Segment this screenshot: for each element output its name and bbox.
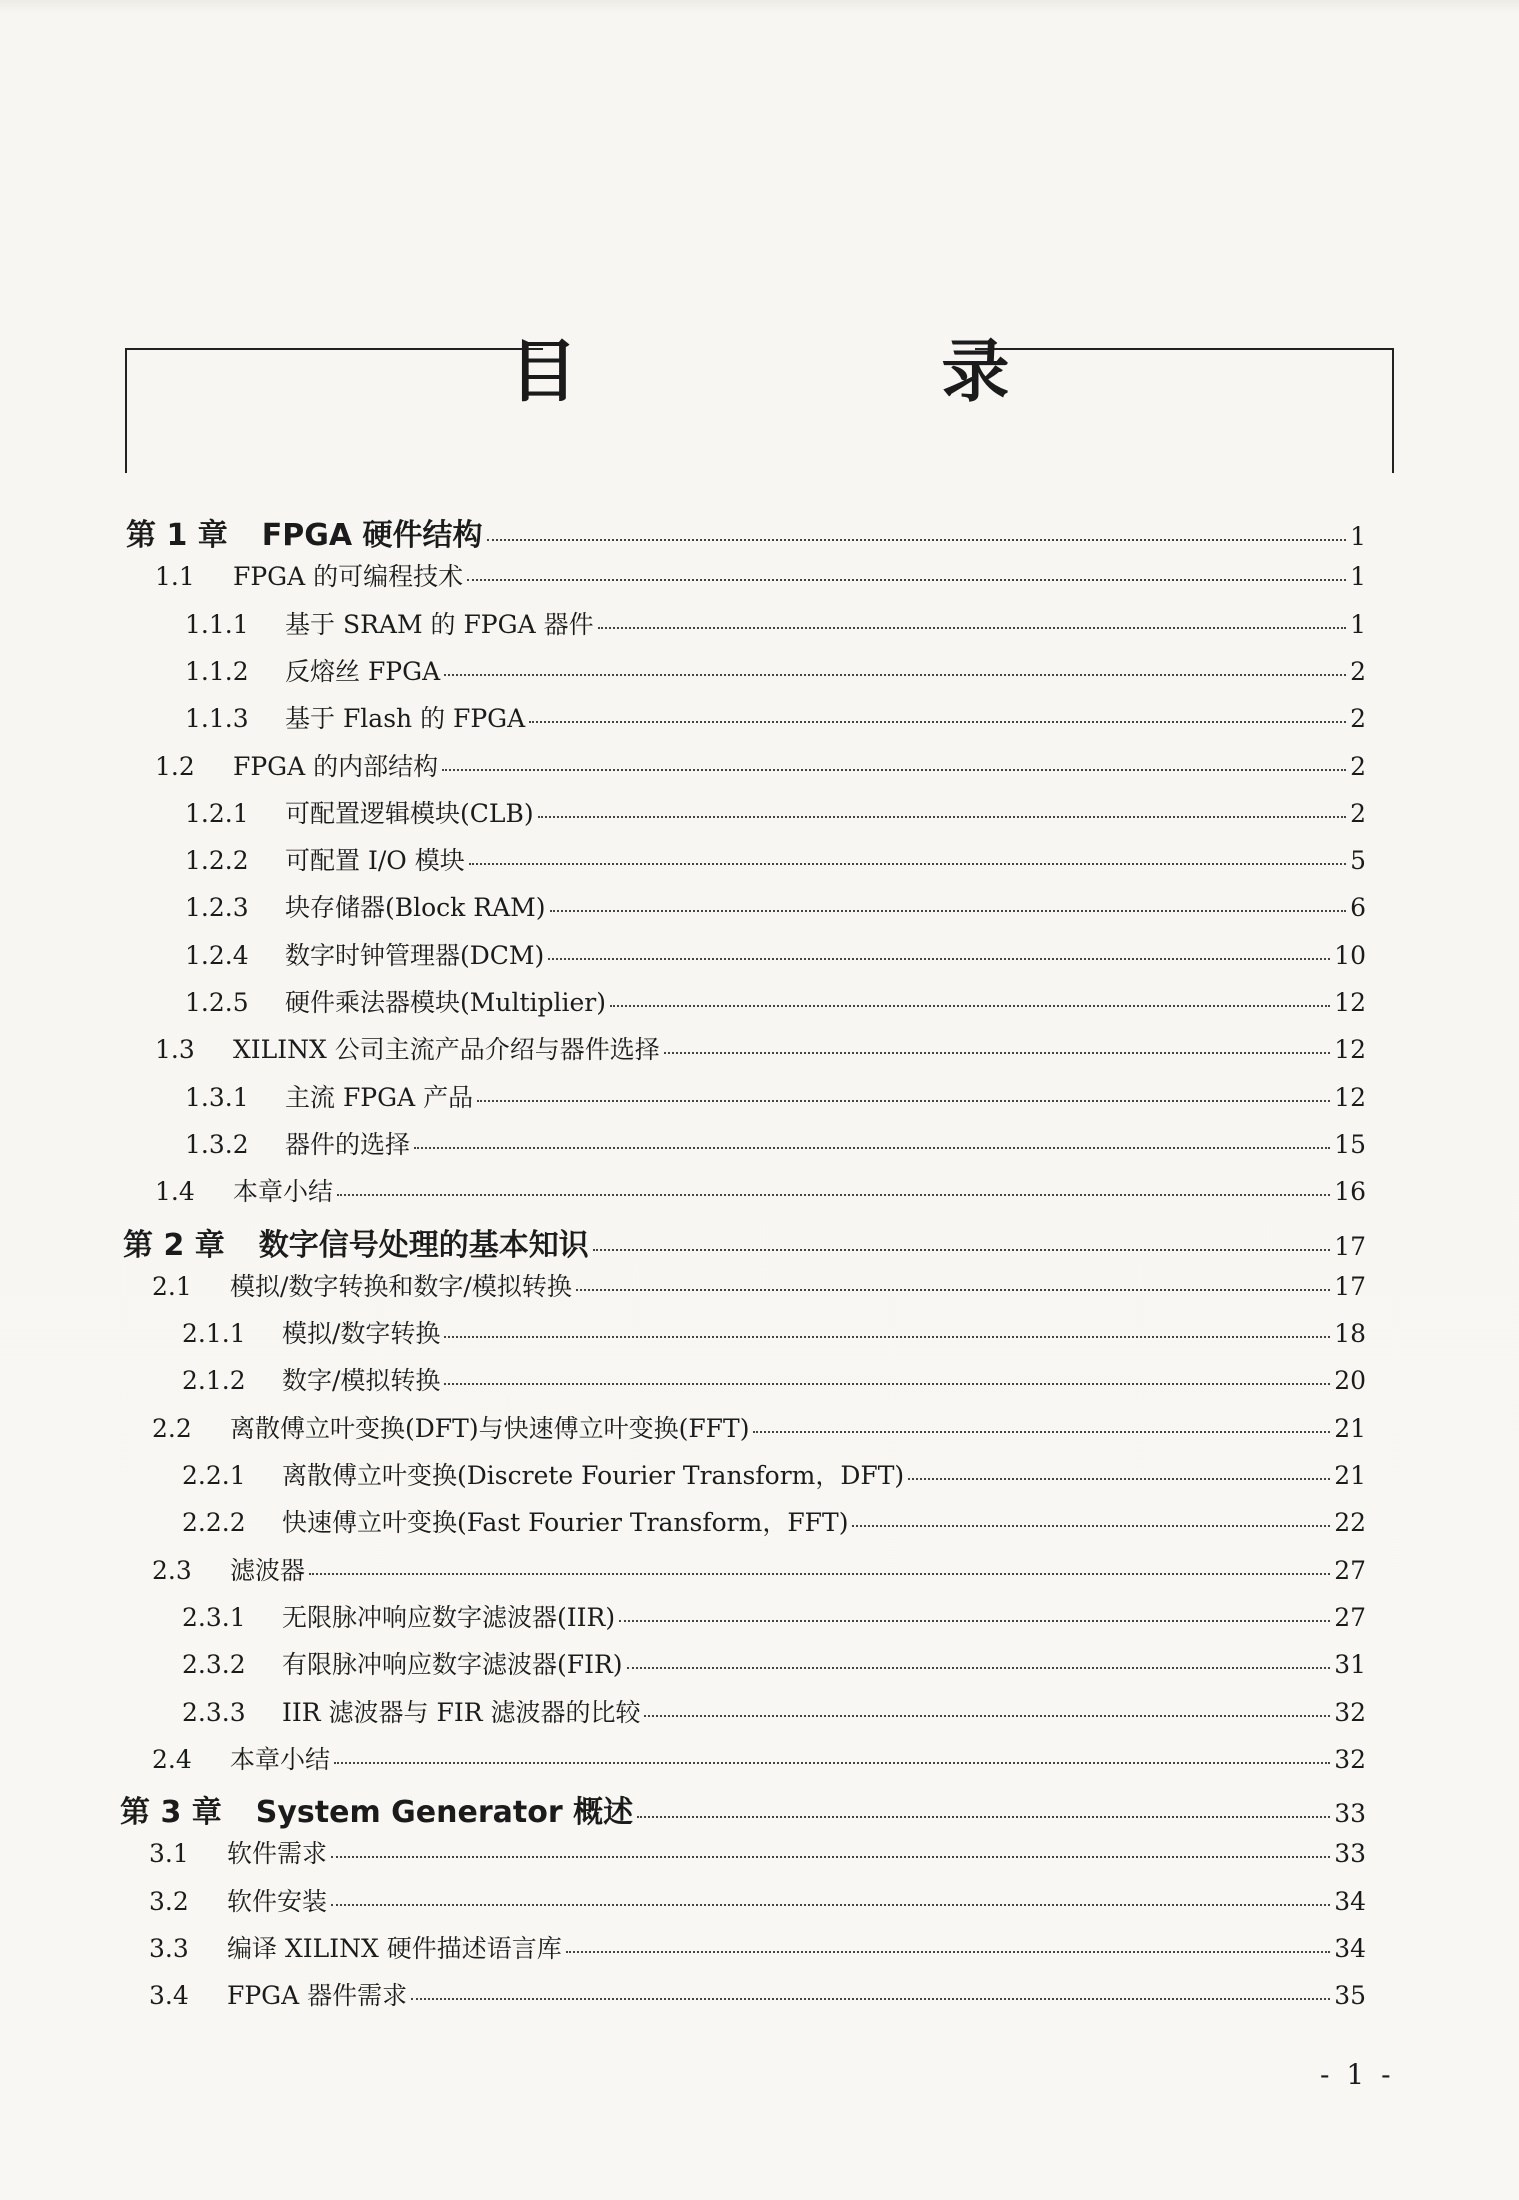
toc-entry-section — [152, 1267, 1366, 1303]
toc-entry-section — [152, 1409, 1366, 1445]
toc-entry-number: 1.3.2 — [185, 1129, 249, 1159]
toc-leader-dots — [908, 1478, 1330, 1480]
toc-entry-section — [149, 1929, 1366, 1965]
toc-entry-number: 1.2 — [155, 751, 195, 781]
toc-entry-number: 1.2.2 — [185, 846, 249, 876]
toc-entry-number: 2.2.2 — [182, 1508, 246, 1538]
toc-entry-page: 17 — [1334, 1231, 1366, 1261]
toc-leader-dots — [644, 1715, 1330, 1717]
toc-entry-page: 18 — [1334, 1319, 1366, 1349]
toc-entry-page: 31 — [1334, 1650, 1366, 1680]
toc-entry-sub — [182, 1456, 1366, 1492]
toc-entry-title: XILINX 公司主流产品介绍与器件选择 — [233, 1035, 660, 1065]
toc-entry-sub — [185, 983, 1366, 1019]
toc-entry-title: 软件安装 — [227, 1886, 328, 1916]
toc-entry-sub — [185, 888, 1366, 924]
toc-entry-number: 1.1.3 — [185, 704, 249, 734]
toc-entry-title: 本章小结 — [230, 1744, 331, 1774]
toc-entry-title: FPGA 硬件结构 — [261, 518, 483, 553]
toc-entry-page: 20 — [1334, 1366, 1366, 1396]
toc-leader-dots — [852, 1525, 1330, 1527]
toc-entry-number: 2.1 — [152, 1271, 192, 1301]
toc-entry-number: 2.3 — [152, 1555, 192, 1585]
toc-entry-sub — [185, 794, 1366, 830]
toc-entry-title: 器件的选择 — [285, 1129, 411, 1159]
toc-entry-title: 基于 Flash 的 FPGA — [285, 704, 526, 734]
toc-leader-dots — [598, 627, 1347, 629]
toc-leader-dots — [337, 1194, 1330, 1196]
toc-entry-sub — [185, 652, 1366, 688]
toc-entry-title: 无限脉冲响应数字滤波器(IIR) — [282, 1602, 616, 1632]
toc-entry-title: 离散傅立叶变换(Discrete Fourier Transform，DFT) — [282, 1461, 905, 1490]
toc-leader-dots — [548, 958, 1330, 960]
toc-entry-section — [149, 1834, 1366, 1870]
toc-entry-page: 16 — [1334, 1177, 1366, 1207]
toc-leader-dots — [331, 1856, 1330, 1858]
toc-entry-chapter — [126, 510, 1366, 554]
toc-entry-page: 2 — [1350, 751, 1366, 781]
toc-entry-sub — [185, 841, 1366, 877]
toc-entry-sub — [185, 605, 1366, 641]
toc-entry-title: 数字/模拟转换 — [282, 1366, 441, 1396]
toc-entry-title: 主流 FPGA 产品 — [285, 1082, 474, 1112]
toc-entry-sub — [182, 1693, 1366, 1729]
toc-leader-dots — [664, 1052, 1330, 1054]
toc-entry-page: 32 — [1334, 1697, 1366, 1727]
toc-entry-number: 第 2 章 — [123, 1227, 225, 1263]
toc-entry-number: 2.1.1 — [182, 1319, 246, 1349]
toc-entry-title: 可配置逻辑模块(CLB) — [285, 798, 534, 828]
toc-leader-dots — [619, 1620, 1330, 1622]
toc-leader-dots — [331, 1904, 1330, 1906]
toc-entry-page: 35 — [1334, 1981, 1366, 2011]
toc-entry-section — [155, 557, 1366, 593]
toc-entry-title: 滤波器 — [230, 1555, 306, 1585]
toc-entry-section — [155, 1030, 1366, 1066]
toc-entry-section — [155, 1172, 1366, 1208]
toc-leader-dots — [334, 1762, 1330, 1764]
toc-entry-page: 1 — [1350, 609, 1366, 639]
toc-entry-title: 硬件乘法器模块(Multiplier) — [285, 988, 606, 1017]
page-title: 目 录 — [509, 333, 1180, 412]
toc-entry-sub — [185, 936, 1366, 972]
toc-entry-number: 1.4 — [155, 1177, 195, 1207]
toc-entry-number: 2.2.1 — [182, 1461, 246, 1490]
toc-entry-title: 模拟/数字转换和数字/模拟转换 — [230, 1271, 572, 1301]
toc-leader-dots — [566, 1951, 1330, 1953]
toc-entry-number: 2.3.1 — [182, 1602, 246, 1632]
toc-entry-chapter — [123, 1220, 1366, 1264]
toc-entry-page: 12 — [1334, 1082, 1366, 1112]
toc-entry-title: 快速傅立叶变换(Fast Fourier Transform，FFT) — [282, 1508, 849, 1538]
toc-entry-title: IIR 滤波器与 FIR 滤波器的比较 — [282, 1697, 641, 1727]
toc-entry-number: 1.3.1 — [185, 1082, 249, 1112]
toc-entry-number: 1.2.4 — [185, 940, 249, 970]
toc-entry-page: 21 — [1334, 1413, 1366, 1443]
toc-leader-dots — [444, 674, 1346, 676]
toc-leader-dots — [411, 1998, 1330, 2000]
toc-entry-chapter — [120, 1787, 1366, 1831]
toc-entry-number: 2.2 — [152, 1413, 192, 1443]
toc-entry-number: 1.2.1 — [185, 798, 249, 828]
toc-entry-number: 1.1.1 — [185, 609, 249, 639]
toc-entry-number: 1.1 — [155, 562, 195, 592]
toc-entry-title: 基于 SRAM 的 FPGA 器件 — [285, 609, 594, 639]
toc-entry-title: 本章小结 — [233, 1177, 334, 1207]
toc-entry-page: 22 — [1334, 1508, 1366, 1538]
toc-entry-page: 2 — [1350, 798, 1366, 828]
toc-entry-page: 33 — [1334, 1799, 1366, 1829]
toc-entry-number: 1.2.5 — [185, 988, 249, 1017]
toc-entry-page: 27 — [1334, 1555, 1366, 1585]
toc-entry-page: 33 — [1334, 1839, 1366, 1869]
toc-leader-dots — [576, 1289, 1330, 1291]
toc-entry-sub — [182, 1645, 1366, 1681]
toc-leader-dots — [550, 910, 1347, 912]
toc-leader-dots — [610, 1005, 1330, 1007]
toc-entry-page: 34 — [1334, 1934, 1366, 1963]
toc-leader-dots — [442, 769, 1346, 771]
toc-entry-number: 1.1.2 — [185, 656, 249, 686]
toc-entry-title: FPGA 的内部结构 — [233, 751, 439, 781]
toc-leader-dots — [593, 1249, 1330, 1251]
toc-leader-dots — [469, 863, 1346, 865]
toc-entry-title: 软件需求 — [227, 1839, 328, 1869]
toc-entry-number: 第 1 章 — [126, 518, 228, 553]
toc-entry-title: 数字时钟管理器(DCM) — [285, 940, 545, 970]
toc-entry-number: 第 3 章 — [120, 1795, 222, 1831]
toc-leader-dots — [467, 579, 1346, 581]
toc-entry-title: 反熔丝 FPGA — [285, 656, 441, 686]
toc-entry-section — [149, 1882, 1366, 1918]
toc-leader-dots — [444, 1383, 1330, 1385]
toc-entry-page: 2 — [1350, 704, 1366, 734]
toc-entry-page: 27 — [1334, 1602, 1366, 1632]
toc-entry-page: 12 — [1334, 988, 1366, 1017]
toc-entry-sub — [182, 1361, 1366, 1397]
toc-leader-dots — [487, 539, 1347, 541]
toc-leader-dots — [637, 1816, 1330, 1818]
toc-entry-sub — [182, 1503, 1366, 1539]
toc-entry-number: 3.2 — [149, 1886, 189, 1916]
toc-entry-number: 3.3 — [149, 1934, 189, 1963]
toc-entry-title: 数字信号处理的基本知识 — [258, 1227, 589, 1263]
toc-entry-number: 2.1.2 — [182, 1366, 246, 1396]
toc-entry-page: 34 — [1334, 1886, 1366, 1916]
toc-entry-title: 块存储器(Block RAM) — [285, 893, 546, 923]
toc-entry-section — [149, 1976, 1366, 2012]
toc-entry-number: 2.4 — [152, 1744, 192, 1774]
toc-entry-title: 模拟/数字转换 — [282, 1319, 441, 1349]
toc-entry-page: 15 — [1334, 1129, 1366, 1159]
toc-entry-title: System Generator 概述 — [255, 1795, 634, 1831]
toc-entry-page: 32 — [1334, 1744, 1366, 1774]
toc-leader-dots — [529, 721, 1346, 723]
toc-entry-title: 可配置 I/O 模块 — [285, 846, 465, 876]
toc-entry-title: 编译 XILINX 硬件描述语言库 — [227, 1934, 562, 1963]
toc-entry-title: FPGA 器件需求 — [227, 1981, 408, 2011]
toc-entry-section — [152, 1551, 1366, 1587]
toc-leader-dots — [627, 1667, 1331, 1669]
toc-entry-page: 12 — [1334, 1035, 1366, 1065]
toc-entry-number: 3.4 — [149, 1981, 189, 2011]
toc-entry-section — [155, 747, 1366, 783]
toc-entry-page: 21 — [1334, 1461, 1366, 1490]
toc-entry-section — [152, 1740, 1366, 1776]
toc-entry-number: 1.2.3 — [185, 893, 249, 923]
page-number: - 1 - — [1320, 2058, 1395, 2091]
toc-leader-dots — [477, 1100, 1330, 1102]
toc-entry-number: 2.3.3 — [182, 1697, 246, 1727]
toc-entry-page: 1 — [1350, 522, 1366, 551]
toc-entry-sub — [185, 1125, 1366, 1161]
toc-entry-page: 6 — [1350, 893, 1366, 923]
toc-entry-title: 有限脉冲响应数字滤波器(FIR) — [282, 1650, 623, 1680]
toc-leader-dots — [309, 1573, 1330, 1575]
toc-entry-sub — [182, 1314, 1366, 1350]
toc-entry-number: 2.3.2 — [182, 1650, 246, 1680]
toc-entry-sub — [185, 1078, 1366, 1114]
toc-entry-page: 5 — [1350, 846, 1366, 876]
toc-leader-dots — [753, 1431, 1330, 1433]
toc-entry-title: FPGA 的可编程技术 — [233, 562, 464, 592]
toc-entry-number: 3.1 — [149, 1839, 189, 1869]
toc-entry-sub — [182, 1598, 1366, 1634]
toc-entry-page: 1 — [1350, 562, 1366, 592]
toc-entry-sub — [185, 699, 1366, 735]
toc-entry-page: 17 — [1334, 1271, 1366, 1301]
toc-entry-number: 1.3 — [155, 1035, 195, 1065]
toc-leader-dots — [538, 816, 1346, 818]
toc-leader-dots — [444, 1336, 1330, 1338]
toc-leader-dots — [414, 1147, 1330, 1149]
toc-entry-page: 2 — [1350, 656, 1366, 686]
toc-entry-title: 离散傅立叶变换(DFT)与快速傅立叶变换(FFT) — [230, 1413, 750, 1443]
toc-entry-page: 10 — [1334, 940, 1366, 970]
